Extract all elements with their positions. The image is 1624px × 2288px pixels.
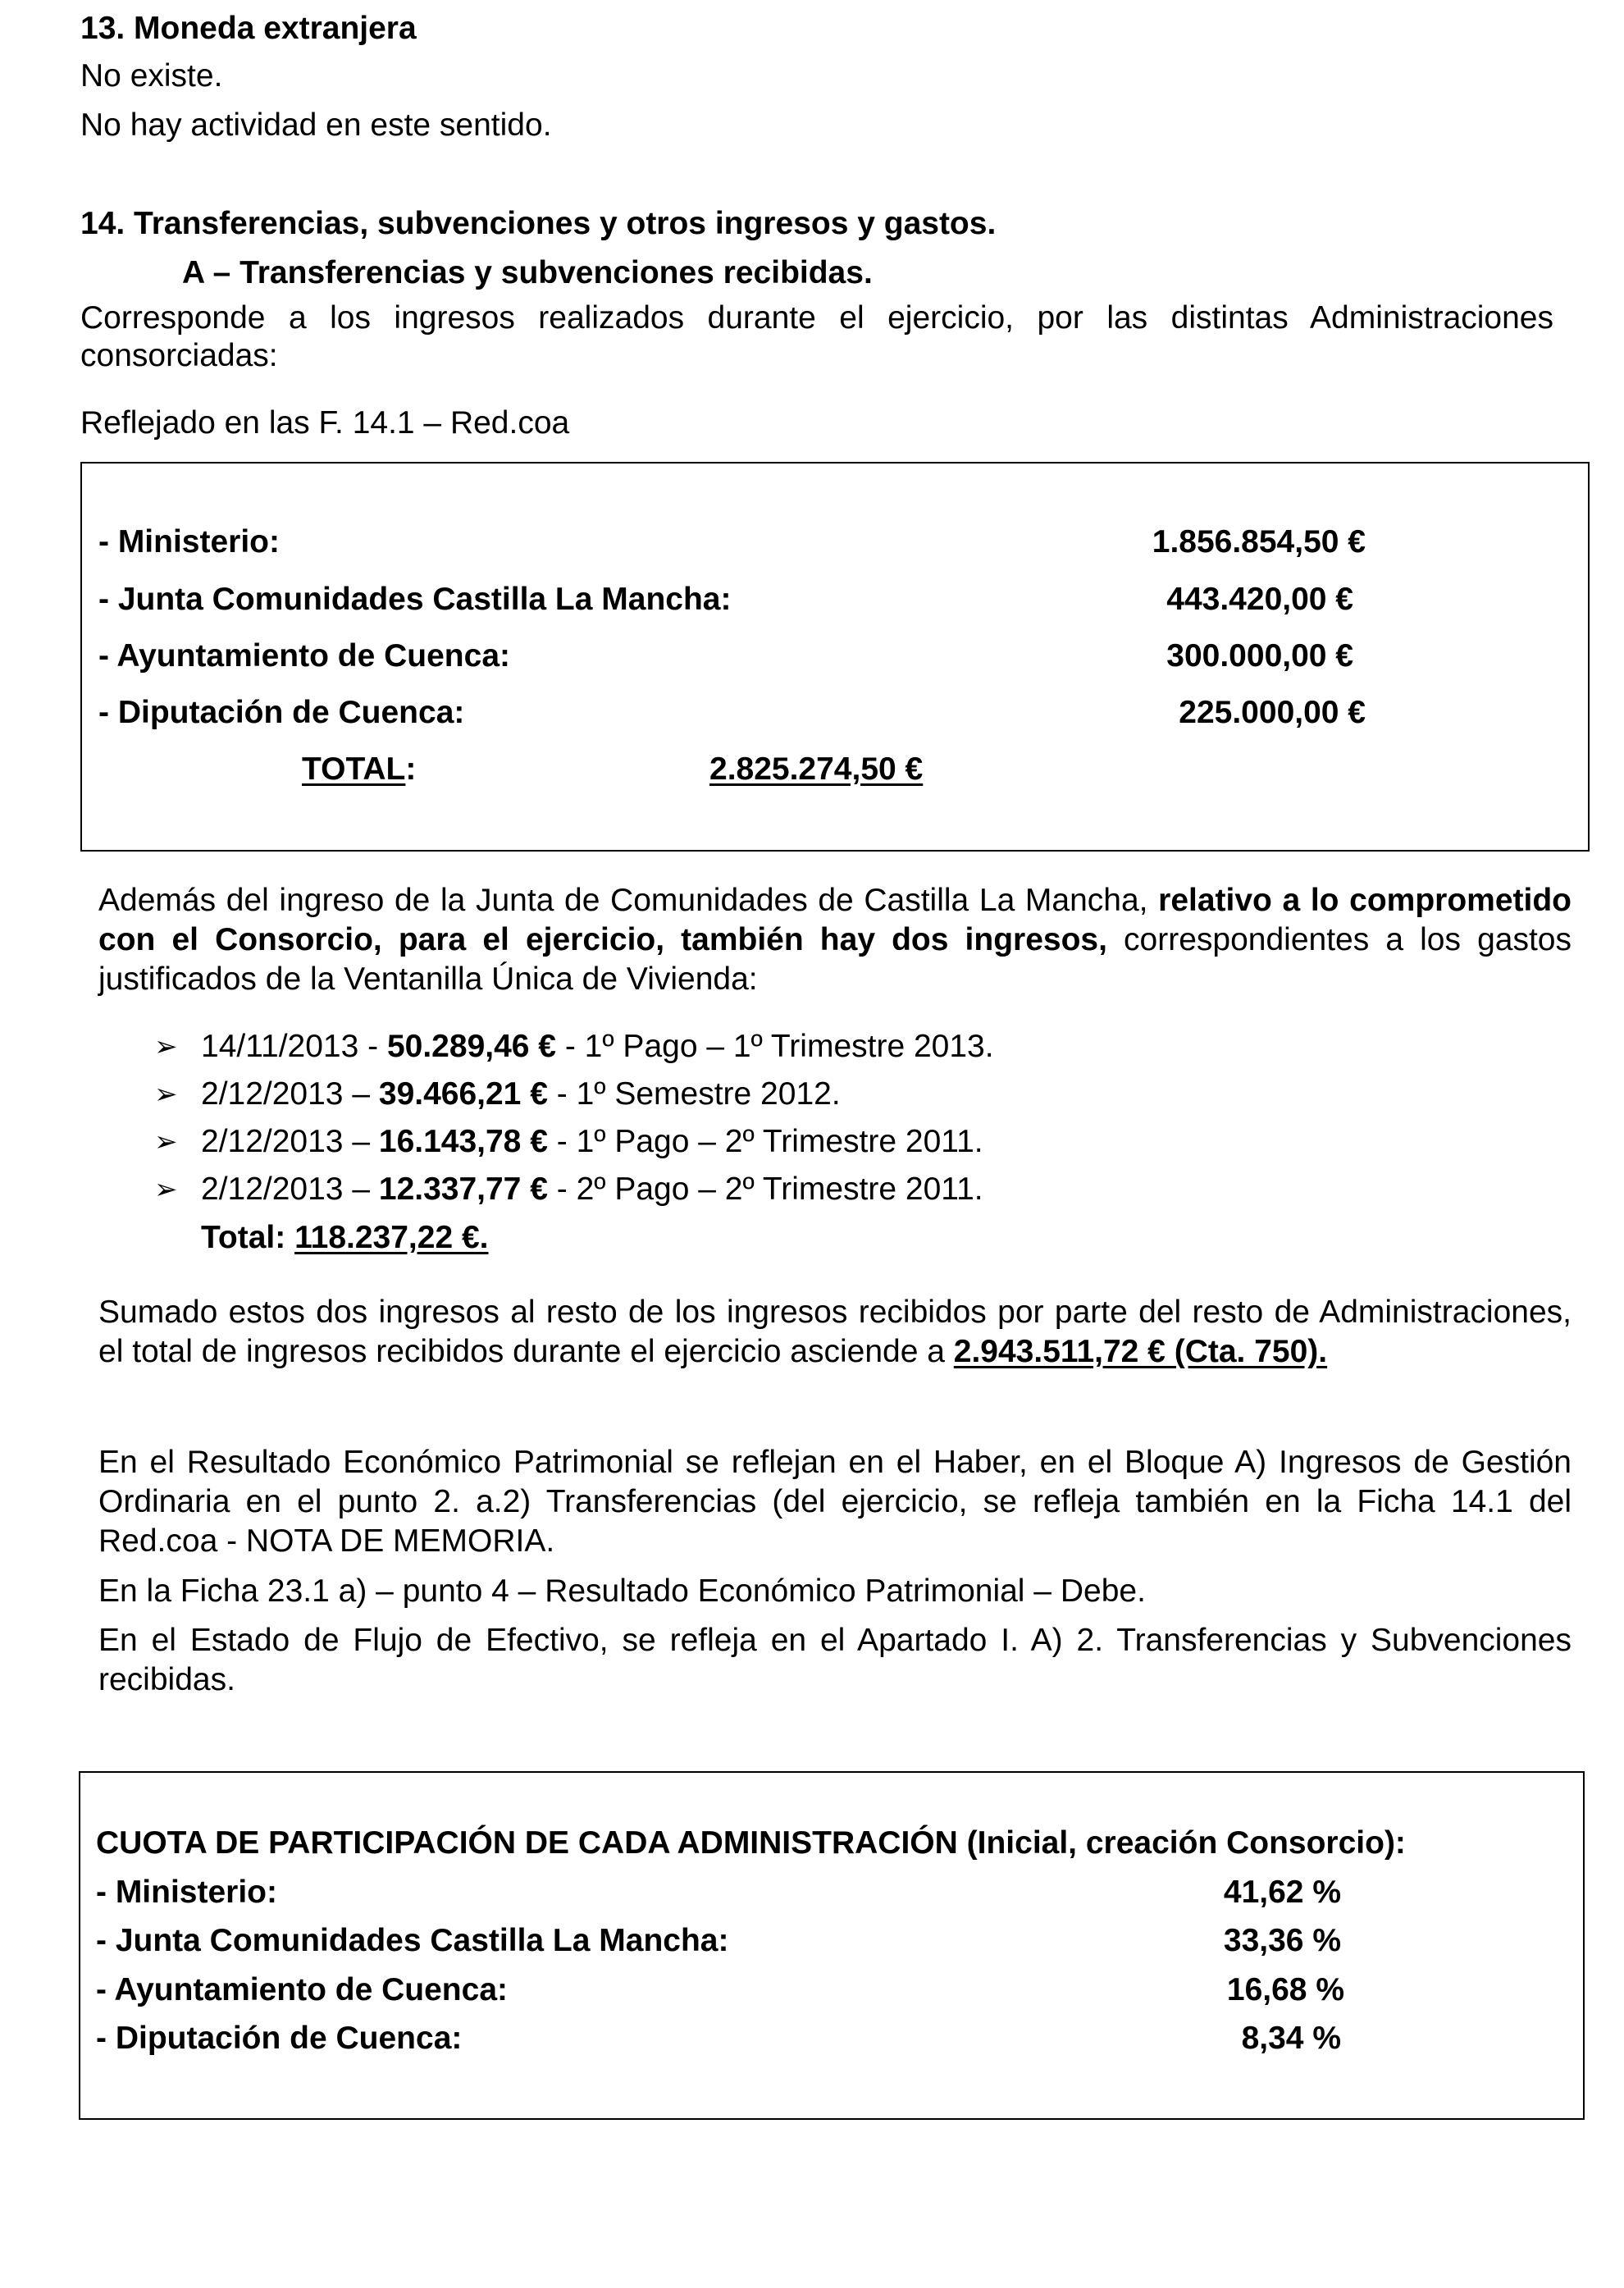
pago-desc: - 1º Semestre 2012. — [547, 1076, 841, 1112]
ingreso-label-junta: - Junta Comunidades Castilla La Mancha: — [98, 582, 732, 617]
section14-heading: 14. Transferencias, subvenciones y otros ingresos y gastos. — [80, 206, 997, 241]
pago-date: 14/11/2013 - — [201, 1029, 387, 1064]
section13-line2: No hay actividad en este sentido. — [80, 107, 552, 143]
total-label: TOTAL — [302, 751, 406, 787]
section14-subheading: A – Transferencias y subvenciones recibidas. — [182, 255, 873, 290]
pago-item — [201, 1075, 841, 1113]
ingreso-value-ayuntamiento: 300.000,00 € — [1166, 638, 1353, 674]
sumado-paragraph — [98, 1293, 1572, 1372]
pago-date: 2/12/2013 – — [201, 1124, 379, 1159]
pago-item — [201, 1171, 983, 1208]
pagos-total-label: Total: — [201, 1220, 295, 1255]
section14-intro: Corresponde a los ingresos realizados durante el ejercicio, por las distintas Administraciones consorciadas: — [80, 300, 1553, 373]
cuota-label-diputacion: - Diputación de Cuenca: — [96, 2021, 463, 2056]
total-colon: : — [405, 751, 417, 787]
ficha-paragraph: En la Ficha 23.1 a) – punto 4 – Resultado Económico Patrimonial – Debe. — [98, 1573, 1146, 1609]
pagos-total — [201, 1219, 489, 1257]
pago-item — [201, 1028, 994, 1066]
cuota-title: CUOTA DE PARTICIPACIÓN DE CADA ADMINISTRACIÓN (Inicial, creación Consorcio): — [96, 1825, 1406, 1861]
pago-desc: - 1º Pago – 2º Trimestre 2011. — [547, 1124, 983, 1159]
ingreso-value-junta: 443.420,00 € — [1166, 582, 1353, 617]
cuota-value-ayuntamiento: 16,68 % — [1226, 1972, 1344, 2007]
ingresos-total-value: 2.825.274,50 € — [709, 751, 924, 787]
arrowhead-bullet-icon: ➢ — [154, 1174, 178, 1205]
resultado-paragraph: En el Resultado Económico Patrimonial se reflejan en el Haber, en el Bloque A) Ingresos de Gestión Ordinaria en el punto 2. a.2) Transferencias (del ejercicio, se refleja también en la Ficha 14.1 del Red.coa - NOTA DE MEMORIA. — [98, 1445, 1572, 1559]
pago-amount: 50.289,46 € — [386, 1029, 556, 1064]
ingreso-label-ministerio: - Ministerio: — [98, 524, 280, 559]
pago-amount: 39.466,21 € — [378, 1076, 548, 1112]
flujo-paragraph: En el Estado de Flujo de Efectivo, se refleja en el Apartado I. A) 2. Transferencias y Subvenciones recibidas. — [98, 1623, 1572, 1697]
arrowhead-bullet-icon: ➢ — [154, 1126, 178, 1158]
section13-heading: 13. Moneda extranjera — [80, 11, 417, 46]
cuota-label-ayuntamiento: - Ayuntamiento de Cuenca: — [96, 1972, 508, 2007]
cuota-label-junta: - Junta Comunidades Castilla La Mancha: — [96, 1923, 729, 1958]
pago-date: 2/12/2013 – — [201, 1076, 379, 1112]
pago-amount: 16.143,78 € — [378, 1124, 548, 1159]
pago-desc: - 2º Pago – 2º Trimestre 2011. — [547, 1171, 983, 1207]
section13-line1: No existe. — [80, 58, 223, 94]
cuota-value-ministerio: 41,62 % — [1223, 1875, 1341, 1910]
ingresos-total-label — [302, 751, 416, 788]
ademas-paragraph — [98, 881, 1572, 999]
ingreso-label-ayuntamiento: - Ayuntamiento de Cuenca: — [98, 638, 510, 674]
arrowhead-bullet-icon: ➢ — [154, 1031, 178, 1062]
arrowhead-bullet-icon: ➢ — [154, 1079, 178, 1110]
cuota-label-ministerio: - Ministerio: — [96, 1875, 277, 1910]
ademas-text: Además del ingreso de la Junta de Comunidades de Castilla La Mancha, — [98, 883, 1159, 918]
pago-amount: 12.337,77 € — [378, 1171, 548, 1207]
pago-date: 2/12/2013 – — [201, 1171, 379, 1207]
sumado-value: 2.943.511,72 € (Cta. 750). — [953, 1334, 1328, 1369]
cuota-value-junta: 33,36 % — [1223, 1923, 1341, 1958]
sumado-text: Sumado estos dos ingresos al resto de los ingresos recibidos por parte del resto de Administraciones, el total de ingresos recibidos durante el ejercicio asciende a — [98, 1295, 1572, 1369]
pago-desc: - 1º Pago – 1º Trimestre 2013. — [556, 1029, 994, 1064]
ademas-bold-text: relativo a lo comprometido con el Consorcio, para el ejercicio, también hay dos ingresos, — [98, 883, 1572, 957]
cuota-value-diputacion: 8,34 % — [1241, 2021, 1341, 2056]
ingreso-value-ministerio: 1.856.854,50 € — [1152, 524, 1366, 559]
reflejado-text: Reflejado en las F. 14.1 – Red.coa — [80, 405, 570, 441]
pago-item — [201, 1123, 983, 1161]
ingreso-value-diputacion: 225.000,00 € — [1179, 695, 1366, 730]
pagos-total-value: 118.237,22 €. — [294, 1220, 489, 1255]
ingreso-label-diputacion: - Diputación de Cuenca: — [98, 695, 465, 730]
ademas-end-text: correspondientes a los gastos justificados de la Ventanilla Única de Vivienda: — [98, 922, 1572, 997]
